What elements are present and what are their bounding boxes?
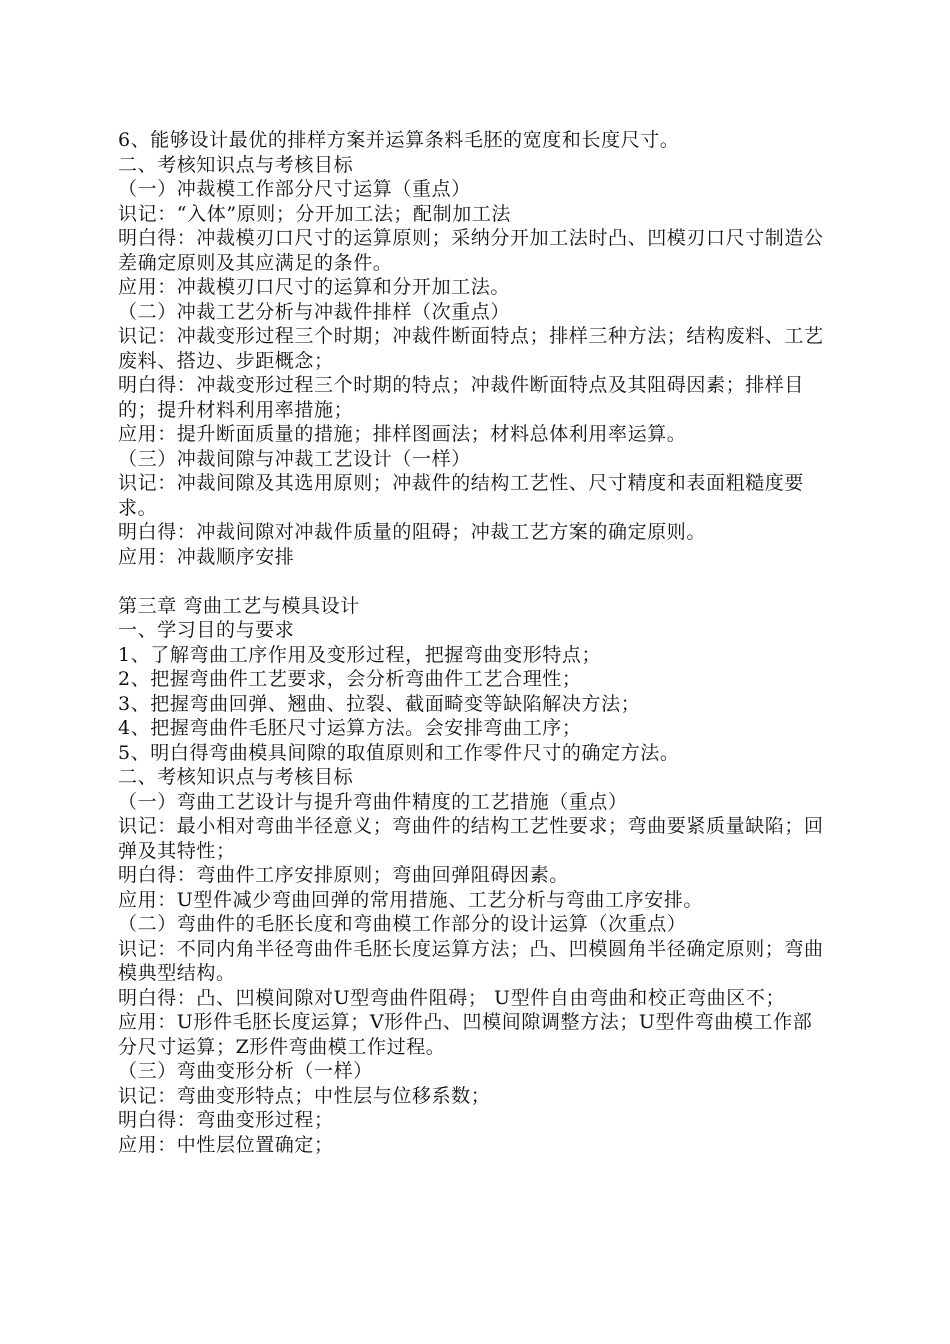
paragraph: 识记：不同内角半径弯曲件毛胚长度运算方法；凸、凹模圆角半径确定原则；弯曲模典型结构。 <box>118 937 824 984</box>
chapter-heading: 第三章 弯曲工艺与模具设计 <box>118 594 360 617</box>
subsection-heading: （三）冲裁间隙与冲裁工艺设计（一样） <box>118 447 471 470</box>
paragraph: 识记：冲裁变形过程三个时期；冲裁件断面特点；排样三种方法；结构废料、工艺废料、搭边、步距概念； <box>118 325 824 372</box>
paragraph: 明白得：冲裁间隙对冲裁件质量的阻碍；冲裁工艺方案的确定原则。 <box>118 521 707 543</box>
paragraph: 识记：最小相对弯曲半径意义；弯曲件的结构工艺性要求；弯曲要紧质量缺陷；回弹及其特性； <box>118 815 824 862</box>
paragraph: 应用：冲裁模刃口尺寸的运算和分开加工法。 <box>118 276 511 298</box>
paragraph: 明白得：弯曲件工序安排原则；弯曲回弹阻碍因素。 <box>118 864 569 886</box>
subsection-heading: （三）弯曲变形分析（一样） <box>118 1060 373 1082</box>
subsection-heading: （一）冲裁模工作部分尺寸运算（重点） <box>118 178 471 200</box>
blank-line <box>118 569 830 594</box>
section-heading: 一、学习目的与要求 <box>118 619 295 641</box>
paragraph: 识记：冲裁间隙及其选用原则；冲裁件的结构工艺性、尺寸精度和表面粗糙度要求。 <box>118 472 805 519</box>
document-body <box>118 128 830 1157</box>
subsection-heading: （一）弯曲工艺设计与提升弯曲件精度的工艺措施（重点） <box>118 790 628 813</box>
list-item: 2、把握弯曲件工艺要求，会分析弯曲件工艺合理性； <box>118 668 582 690</box>
section-heading: 二、考核知识点与考核目标 <box>118 153 354 176</box>
paragraph: 应用：冲裁顺序安排 <box>118 545 295 568</box>
paragraph: 应用：U形件毛胚长度运算；V形件凸、凹模间隙调整方法；U型件弯曲模工作部分尺寸运算；Z形件弯曲模工作过程。 <box>118 1011 813 1058</box>
paragraph: 识记：弯曲变形特点；中性层与位移系数； <box>118 1084 491 1107</box>
paragraph: 识记：“入体”原则；分开加工法；配制加工法 <box>118 202 512 225</box>
section-heading: 二、考核知识点与考核目标 <box>118 766 354 788</box>
paragraph: 明白得：凸、凹模间隙对U型弯曲件阻碍； U型件自由弯曲和校正弯曲区不； <box>118 986 786 1009</box>
paragraph: 应用：提升断面质量的措施；排样图画法；材料总体利用率运算。 <box>118 423 687 445</box>
paragraph: 应用：中性层位置确定； <box>118 1133 334 1156</box>
list-item: 1、了解弯曲工序作用及变形过程，把握弯曲变形特点； <box>118 643 602 666</box>
subsection-heading: （二）弯曲件的毛胚长度和弯曲模工作部分的设计运算（次重点） <box>118 913 687 935</box>
paragraph: 应用：U型件减少弯曲回弹的常用措施、工艺分析与弯曲工序安排。 <box>118 888 704 911</box>
list-item: 3、把握弯曲回弹、翘曲、拉裂、截面畸变等缺陷解决方法； <box>118 692 641 715</box>
paragraph: 明白得：弯曲变形过程； <box>118 1109 334 1131</box>
list-item: 4、把握弯曲件毛胚尺寸运算方法。会安排弯曲工序； <box>118 717 582 739</box>
list-item: 5、明白得弯曲模具间隙的取值原则和工作零件尺寸的确定方法。 <box>118 741 680 764</box>
paragraph: 明白得：冲裁模刃口尺寸的运算原则；采纳分开加工法时凸、凹模刃口尺寸制造公差确定原则及其应满足的条件。 <box>118 227 824 274</box>
paragraph: 明白得：冲裁变形过程三个时期的特点；冲裁件断面特点及其阻碍因素；排样目的；提升材料利用率措施； <box>118 374 805 421</box>
paragraph: 6、能够设计最优的排样方案并运算条料毛胚的宽度和长度尺寸。 <box>118 129 680 151</box>
subsection-heading: （二）冲裁工艺分析与冲裁件排样（次重点） <box>118 300 511 323</box>
